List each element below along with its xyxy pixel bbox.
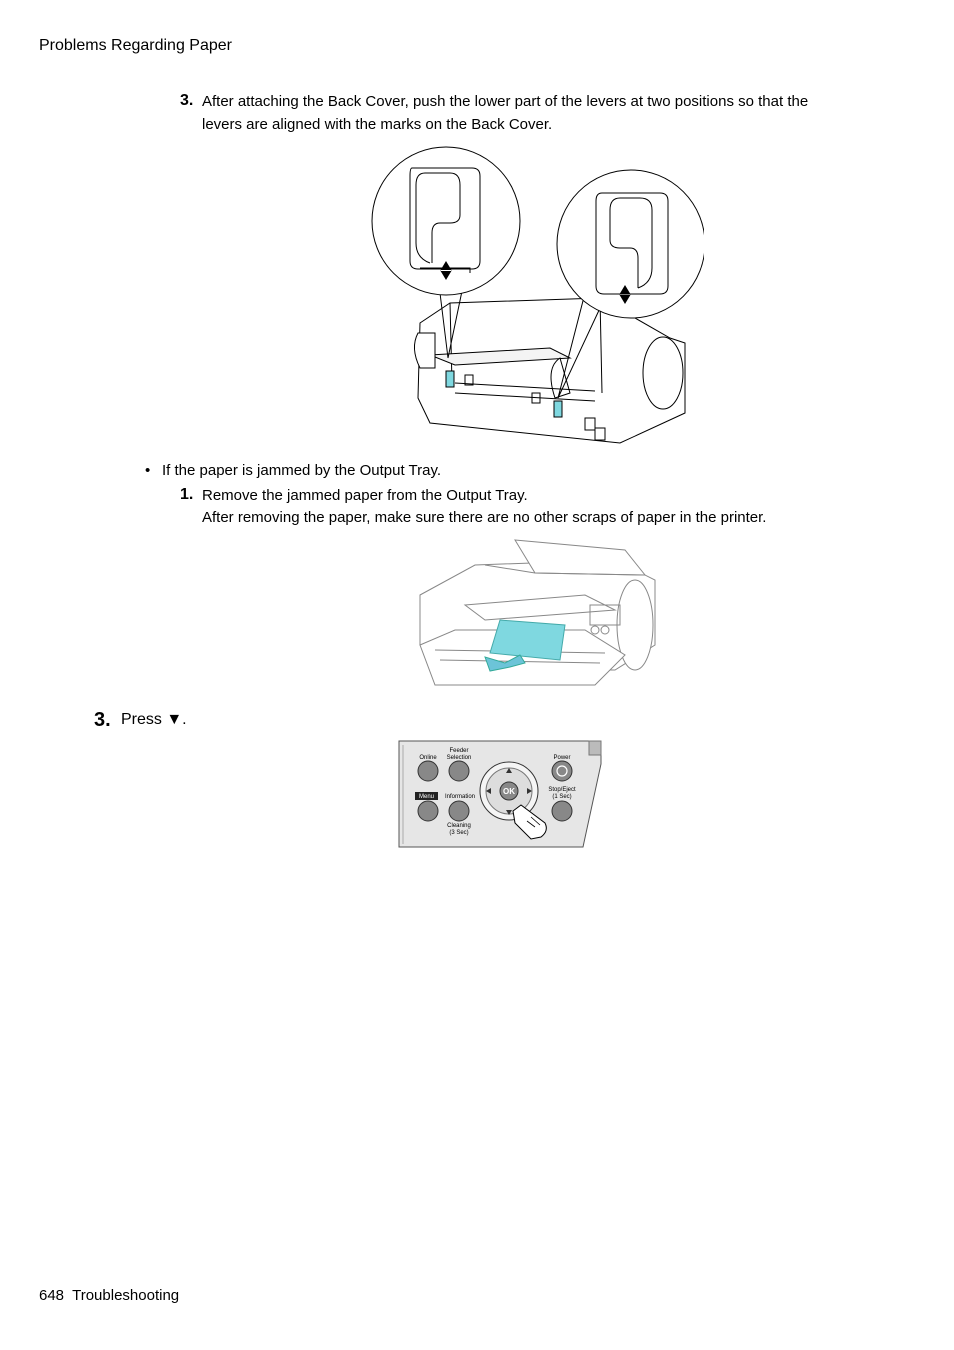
step-number: 3. bbox=[180, 92, 194, 109]
step-text-line: After attaching the Back Cover, push the lower part of the levers at two positions so that the bbox=[202, 93, 809, 110]
power-label: Power bbox=[553, 755, 571, 761]
step-text: Press ▼. bbox=[121, 711, 187, 728]
output-tray-figure bbox=[415, 535, 661, 697]
page-footer bbox=[39, 1287, 179, 1304]
bullet-icon: • bbox=[145, 462, 151, 479]
online-button[interactable] bbox=[418, 761, 438, 781]
bullet-text: If the paper is jammed by the Output Tray. bbox=[162, 462, 442, 479]
online-label: Online bbox=[419, 755, 437, 761]
cleaning-label: (3 Sec) bbox=[449, 830, 469, 836]
stop-eject-button[interactable] bbox=[552, 801, 572, 821]
menu-label: Menu bbox=[418, 794, 435, 800]
step-text-line: After removing the paper, make sure there are no other scraps of paper in the printer. bbox=[202, 509, 767, 526]
feeder-label: Selection bbox=[446, 755, 472, 761]
back-cover-levers-figure bbox=[370, 143, 704, 451]
information-label: Information bbox=[444, 794, 476, 800]
control-panel-figure bbox=[397, 739, 604, 849]
feeder-label: Feeder bbox=[449, 748, 469, 754]
feeder-selection-button[interactable] bbox=[449, 761, 469, 781]
step-text-line: levers are aligned with the marks on the Back Cover. bbox=[202, 116, 553, 133]
cleaning-label: Cleaning bbox=[447, 823, 471, 829]
step-number: 3. bbox=[94, 709, 111, 731]
menu-button[interactable] bbox=[418, 801, 438, 821]
stop-eject-label: Stop/Eject bbox=[548, 787, 576, 793]
power-button[interactable] bbox=[552, 761, 572, 781]
step-number: 1. bbox=[180, 486, 194, 503]
page-number: 648 bbox=[39, 1287, 65, 1304]
page-header: Problems Regarding Paper bbox=[39, 37, 232, 54]
footer-section: Troubleshooting bbox=[72, 1287, 180, 1304]
ok-label: OK bbox=[503, 787, 515, 796]
stop-eject-label: (1 Sec) bbox=[552, 794, 572, 800]
information-button[interactable] bbox=[449, 801, 469, 821]
step-text-line: Remove the jammed paper from the Output Tray. bbox=[202, 487, 528, 504]
